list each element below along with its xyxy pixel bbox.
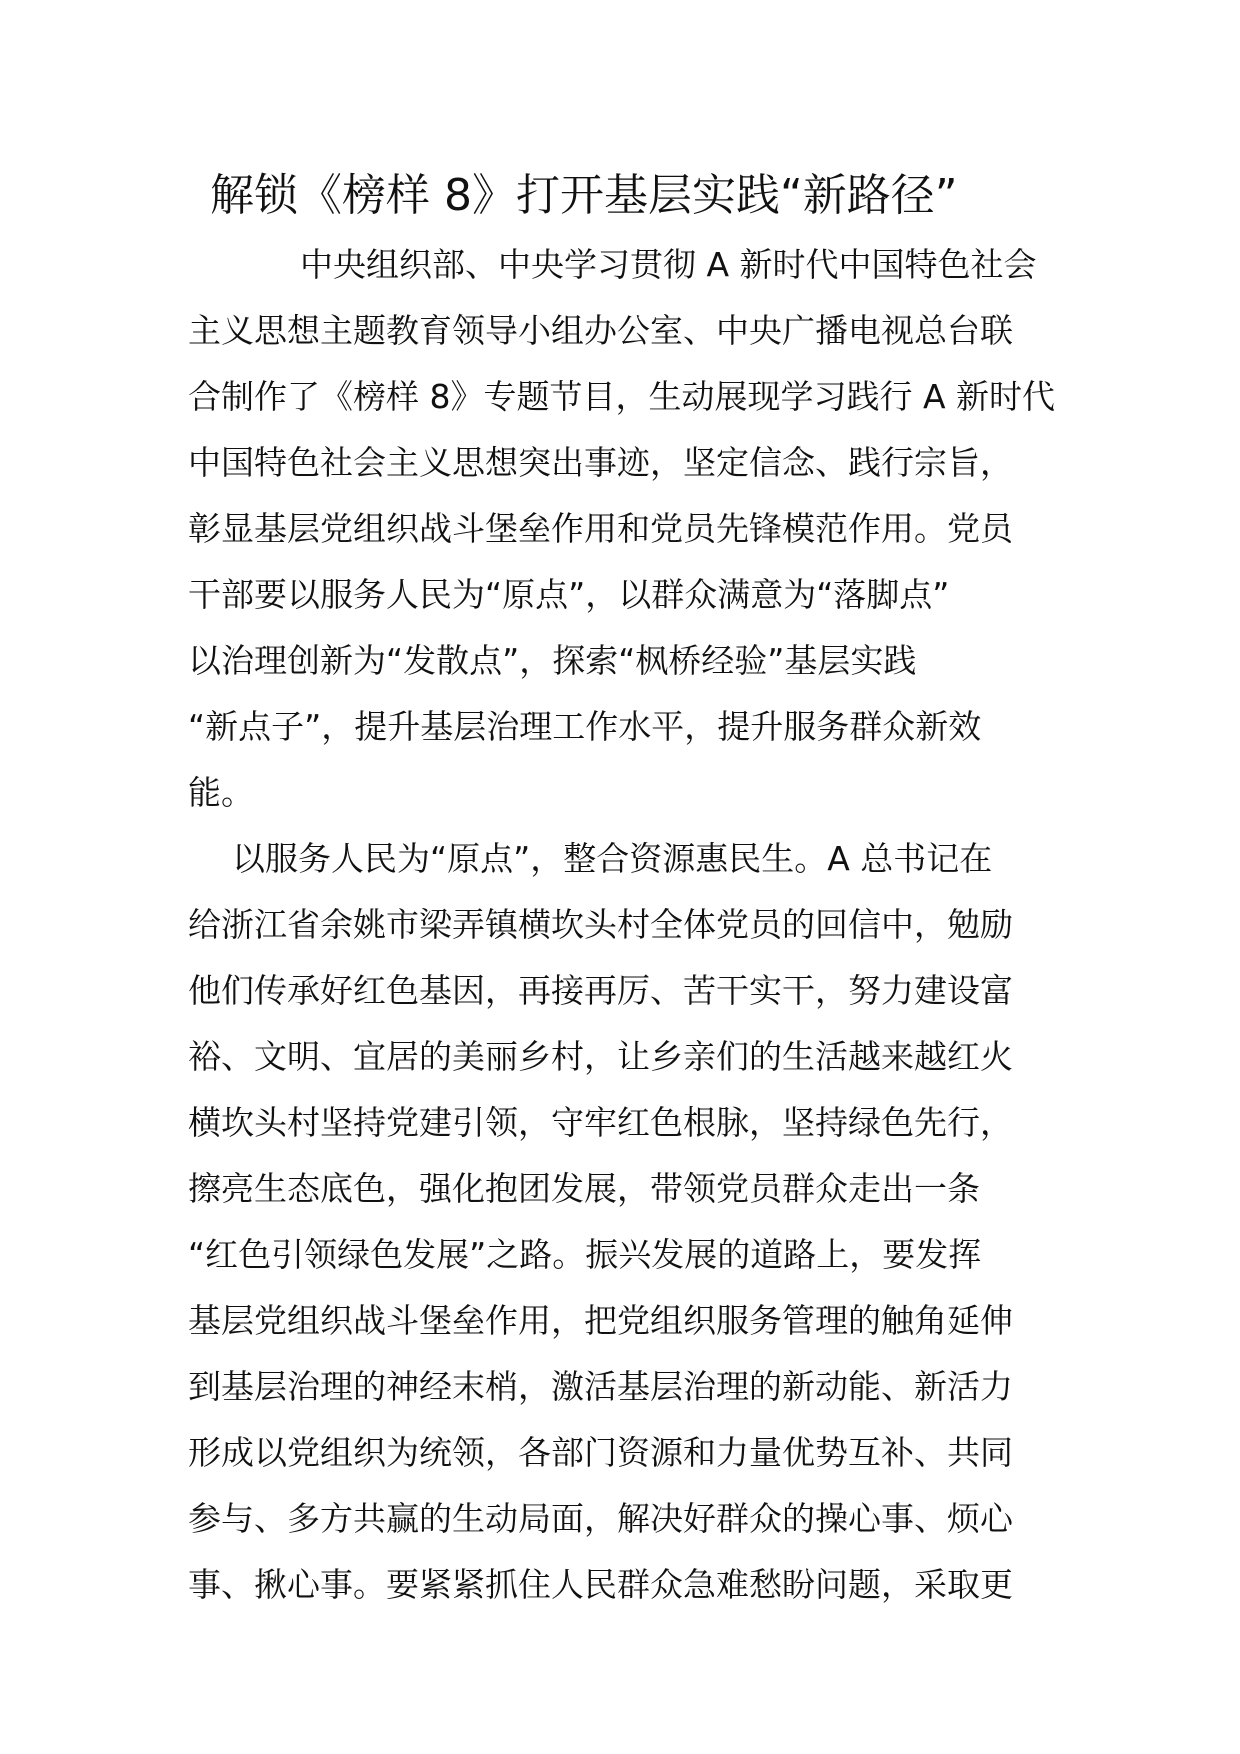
body-line: “新点子”，提升基层治理工作水平，提升服务群众新效: [188, 707, 982, 746]
body-line: 基层党组织战斗堡垒作用，把党组织服务管理的触角延伸: [188, 1301, 1013, 1340]
body-line: 彰显基层党组织战斗堡垒作用和党员先锋模范作用。党员: [188, 509, 1013, 548]
body-line: 事、揪心事。要紧紧抓住人民群众急难愁盼问题，采取更: [188, 1565, 1013, 1604]
body-line: 以治理创新为“发散点”，探索“枫桥经验”基层实践: [188, 641, 917, 680]
body-line: 给浙江省余姚市梁弄镇横坎头村全体党员的回信中，勉励: [188, 905, 1013, 944]
body-line: 干部要以服务人民为“原点”，以群众满意为“落脚点”: [188, 575, 950, 614]
body-line: 擦亮生态底色，强化抱团发展，带领党员群众走出一条: [188, 1169, 980, 1208]
body-line: 他们传承好红色基因，再接再厉、苦干实干，努力建设富: [188, 971, 1013, 1010]
body-line: 到基层治理的神经末梢，激活基层治理的新动能、新活力: [188, 1367, 1013, 1406]
document-title: 解锁《榜样 8》打开基层实践“新路径”: [210, 170, 958, 221]
body-line: 主义思想主题教育领导小组办公室、中央广播电视总台联: [188, 311, 1013, 350]
body-line: 裕、文明、宜居的美丽乡村，让乡亲们的生活越来越红火: [188, 1037, 1013, 1076]
body-line: 中央组织部、中央学习贯彻 A 新时代中国特色社会: [300, 245, 1037, 284]
body-line: 横坎头村坚持党建引领，守牢红色根脉，坚持绿色先行，: [188, 1103, 1013, 1142]
body-line: “红色引领绿色发展”之路。振兴发展的道路上，要发挥: [188, 1235, 982, 1274]
body-line: 以服务人民为“原点”，整合资源惠民生。A 总书记在: [232, 839, 993, 878]
body-line: 中国特色社会主义思想突出事迹，坚定信念、践行宗旨，: [188, 443, 1013, 482]
body-line: 能。: [188, 773, 254, 812]
body-line: 形成以党组织为统领，各部门资源和力量优势互补、共同: [188, 1433, 1013, 1472]
body-line: 参与、多方共赢的生动局面，解决好群众的操心事、烦心: [188, 1499, 1013, 1538]
body-line: 合制作了《榜样 8》专题节目，生动展现学习践行 A 新时代: [188, 377, 1056, 416]
